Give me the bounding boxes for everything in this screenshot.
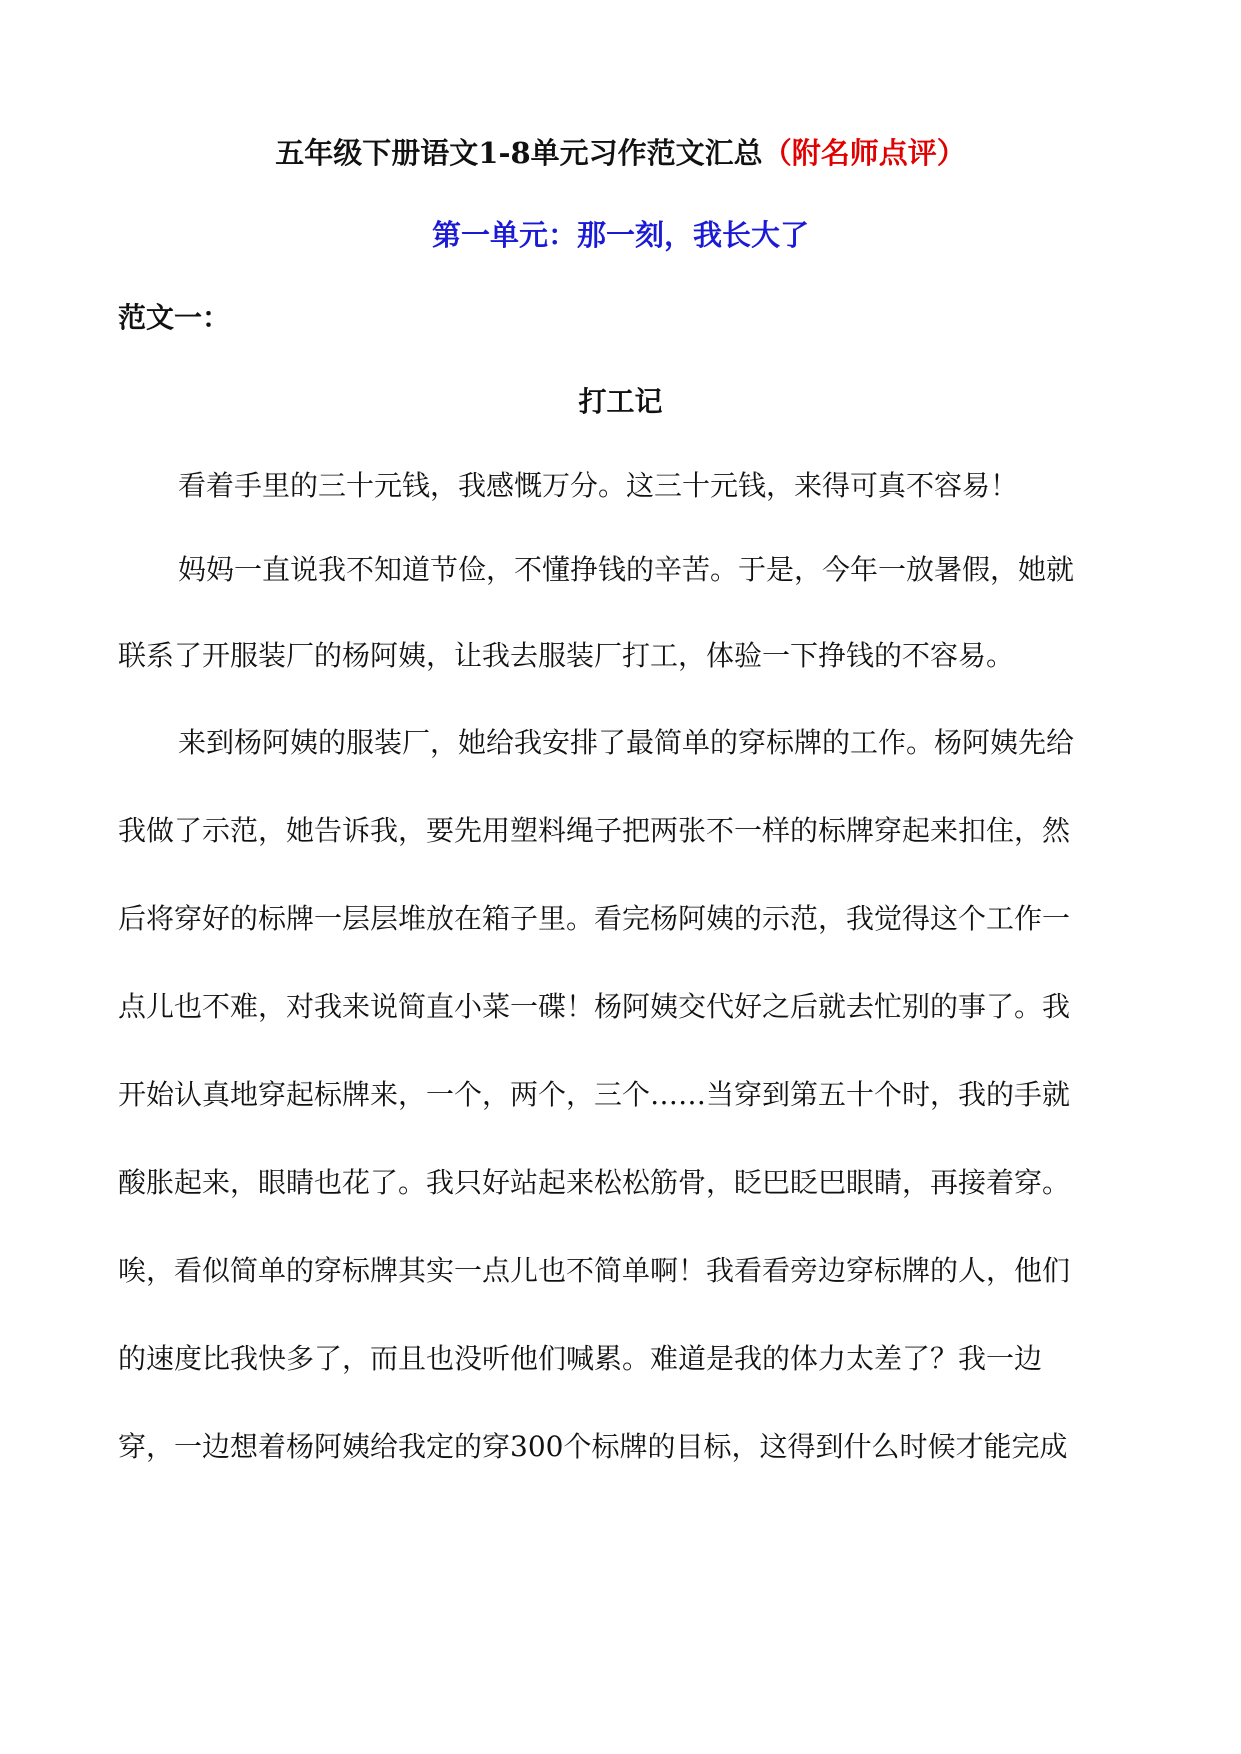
paragraph-3-line: 的速度比我快多了，而且也没听他们喊累。难道是我的体力太差了？我一边	[118, 1342, 1043, 1375]
document-title-main: 五年级下册语文1-8单元习作范文汇总	[275, 136, 763, 170]
paragraph-3-line: 穿，一边想着杨阿姨给我定的穿300个标牌的目标，这得到什么时候才能完成	[118, 1430, 1068, 1463]
paragraph-2-line: 联系了开服装厂的杨阿姨，让我去服装厂打工，体验一下挣钱的不容易。	[118, 639, 1015, 672]
paragraph-3-line: 开始认真地穿起标牌来，一个，两个，三个……当穿到第五十个时，我的手就	[118, 1078, 1071, 1111]
paragraph-3-line: 来到杨阿姨的服装厂，她给我安排了最简单的穿标牌的工作。杨阿姨先给	[178, 726, 1075, 759]
document-title-note: （附名师点评）	[762, 136, 966, 170]
paragraph-3-line: 酸胀起来，眼睛也花了。我只好站起来松松筋骨，眨巴眨巴眼睛，再接着穿。	[118, 1166, 1071, 1199]
paragraph-3-line: 我做了示范，她告诉我，要先用塑料绳子把两张不一样的标牌穿起来扣住，然	[118, 814, 1071, 847]
paragraph-3-line: 唉，看似简单的穿标牌其实一点儿也不简单啊！我看看旁边穿标牌的人，他们	[118, 1254, 1071, 1287]
paragraph-1-line: 看着手里的三十元钱，我感慨万分。这三十元钱，来得可真不容易！	[178, 469, 1019, 502]
document-title	[0, 133, 1241, 173]
unit-heading: 第一单元：那一刻，我长大了	[431, 218, 809, 252]
paragraph-3-line: 点儿也不难，对我来说简直小菜一碟！杨阿姨交代好之后就去忙别的事了。我	[118, 990, 1071, 1023]
paragraph-3-line: 后将穿好的标牌一层层堆放在箱子里。看完杨阿姨的示范，我觉得这个工作一	[118, 902, 1071, 935]
paragraph-2-line: 妈妈一直说我不知道节俭，不懂挣钱的辛苦。于是，今年一放暑假，她就	[178, 553, 1075, 586]
essay-label: 范文一：	[118, 301, 231, 334]
essay-title: 打工记	[578, 385, 663, 418]
